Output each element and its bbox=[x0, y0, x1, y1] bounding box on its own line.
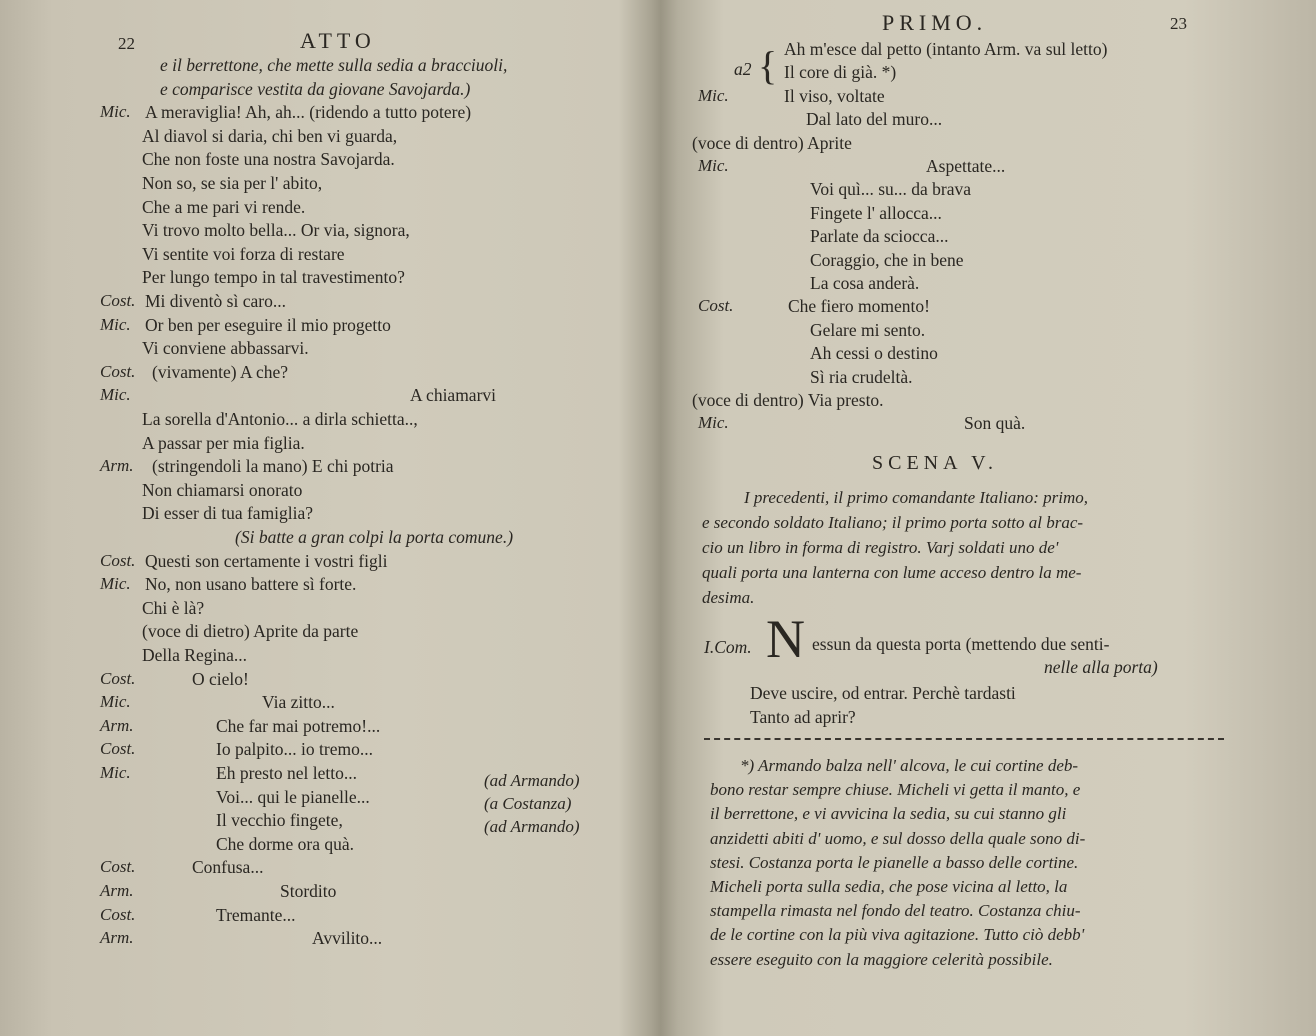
speaker-label: Cost. bbox=[100, 291, 136, 310]
speaker-label: Mic. bbox=[698, 413, 729, 433]
text-line: e comparisce vestita da giovane Savojarda.) bbox=[160, 78, 471, 99]
footnote-line: bono restar sempre chiuse. Micheli vi getta il manto, e bbox=[710, 780, 1081, 800]
text-line: Avvilito... bbox=[312, 928, 383, 949]
stage-direction: (ad Armando) bbox=[484, 817, 580, 836]
text-line: Che dorme ora quà. bbox=[216, 833, 355, 854]
text-line: Chi è là? bbox=[142, 597, 205, 618]
page-number: 22 bbox=[118, 34, 135, 53]
footnote-line: essere eseguito con la maggiore celerità possibile. bbox=[710, 949, 1053, 969]
speaker-label: Cost. bbox=[100, 857, 136, 877]
text-line: Dal lato del muro... bbox=[806, 109, 943, 130]
text-line: A chiamarvi bbox=[410, 385, 497, 406]
scene-description-line: I precedenti, il primo comandante Italiano: primo, bbox=[744, 488, 1089, 507]
text-line: Ah m'esce dal petto (intanto Arm. va sul letto) bbox=[784, 39, 1108, 59]
text-line: Vi trovo molto bella... Or via, signora, bbox=[142, 220, 410, 241]
text-line: La sorella d'Antonio... a dirla schietta.., bbox=[142, 409, 418, 429]
speaker-label: Mic. bbox=[698, 85, 729, 105]
text-line: Che far mai potremo!... bbox=[216, 715, 381, 736]
footnote-line: de le cortine con la più viva agitazione. Tutto ciò debb' bbox=[710, 925, 1085, 945]
speaker-label: Arm. bbox=[100, 928, 134, 948]
scene-description-line: cio un libro in forma di registro. Varj soldati uno de' bbox=[702, 538, 1059, 557]
text-line: Tremante... bbox=[216, 904, 296, 925]
text-line: Che non foste una nostra Savojarda. bbox=[142, 149, 395, 170]
footnote-line: *) Armando balza nell' alcova, le cui cortine deb- bbox=[740, 756, 1079, 775]
left-page bbox=[0, 0, 652, 1036]
footnote-line: Micheli porta sulla sedia, che pose vicina al letto, la bbox=[710, 877, 1068, 896]
speaker-label: Mic. bbox=[100, 574, 131, 594]
text-line: Aspettate... bbox=[926, 156, 1006, 176]
brace-icon: { bbox=[758, 43, 778, 88]
speaker-label: Cost. bbox=[100, 904, 136, 924]
text-line: Non so, se sia per l' abito, bbox=[142, 173, 323, 193]
text-line: e il berrettone, che mette sulla sedia a bracciuoli, bbox=[160, 55, 508, 75]
text-line: Via zitto... bbox=[262, 692, 335, 713]
text-line: (vivamente) A che? bbox=[152, 361, 289, 382]
text-line: Ah cessi o destino bbox=[810, 343, 938, 364]
text-line: Al diavol si daria, chi ben vi guarda, bbox=[142, 125, 398, 146]
text-line: A meraviglia! Ah, ah... (ridendo a tutto potere) bbox=[145, 102, 472, 123]
scene-description-line: desima. bbox=[702, 588, 755, 607]
text-line: No, non usano battere sì forte. bbox=[145, 574, 357, 595]
text-line: Della Regina... bbox=[142, 645, 247, 665]
footnote-line: il berrettone, e vi avvicina la sedia, su cui stanno gli bbox=[710, 804, 1067, 824]
a2-marker: a2 bbox=[734, 59, 752, 79]
scene-description-line: e secondo soldato Italiano; il primo porta sotto al brac- bbox=[702, 513, 1084, 532]
text-line: Io palpito... io tremo... bbox=[216, 739, 373, 760]
text-line: Mi diventò sì caro... bbox=[145, 291, 286, 311]
scene-description-line: quali porta una lanterna con lume acceso dentro la me- bbox=[702, 563, 1082, 582]
text-line: Stordito bbox=[280, 881, 337, 901]
text-line: Per lungo tempo in tal travestimento? bbox=[142, 267, 405, 288]
text-line: Che a me pari vi rende. bbox=[142, 196, 306, 217]
text-line: Voi quì... su... da brava bbox=[810, 179, 972, 200]
speaker-label: Mic. bbox=[100, 314, 131, 334]
text-line: Voi... qui le pianelle... bbox=[216, 786, 370, 807]
dialogue-line: Deve uscire, od entrar. Perchè tardasti bbox=[750, 683, 1016, 703]
text-line: Vi sentite voi forza di restare bbox=[142, 243, 345, 264]
stage-direction: (ad Armando) bbox=[484, 771, 580, 790]
dialogue-line: nelle alla porta) bbox=[1044, 657, 1158, 677]
text-line: Che fiero momento! bbox=[788, 296, 930, 317]
footnote-divider bbox=[704, 738, 1224, 740]
speaker-label: Arm. bbox=[100, 715, 134, 735]
right-page bbox=[664, 0, 1316, 1036]
text-line: Il viso, voltate bbox=[784, 85, 885, 106]
text-line: Sì ria crudeltà. bbox=[810, 366, 913, 387]
running-head: ATTO bbox=[300, 28, 376, 53]
footnote-line: stampella rimasta nel fondo del teatro. Costanza chiu- bbox=[710, 901, 1081, 921]
dialogue-line: Tanto ad aprir? bbox=[750, 707, 856, 727]
speaker-label: Arm. bbox=[100, 881, 134, 900]
text-line: A passar per mia figlia. bbox=[142, 432, 305, 453]
text-line: Questi son certamente i vostri figli bbox=[145, 550, 388, 571]
speaker-label: Arm. bbox=[100, 456, 134, 476]
dialogue-line: essun da questa porta (mettendo due senti- bbox=[812, 634, 1110, 654]
text-line: Il core di già. *) bbox=[784, 62, 897, 83]
text-line: (stringendoli la mano) E chi potria bbox=[152, 456, 394, 477]
text-line: O cielo! bbox=[192, 668, 249, 689]
footnote-line: stesi. Costanza porta le pianelle a basso delle cortine. bbox=[710, 852, 1079, 872]
text-line: Di esser di tua famiglia? bbox=[142, 503, 314, 524]
speaker-label: Mic. bbox=[100, 763, 131, 782]
speaker-label: I.Com. bbox=[704, 637, 752, 657]
footnote-line: anzidetti abiti d' uomo, e sul dosso della quale sono di- bbox=[710, 828, 1086, 848]
stage-direction: (a Costanza) bbox=[484, 794, 572, 813]
running-head: PRIMO. bbox=[882, 10, 988, 35]
text-line: Coraggio, che in bene bbox=[810, 249, 964, 270]
text-line: Eh presto nel letto... bbox=[216, 763, 357, 783]
text-line: Or ben per eseguire il mio progetto bbox=[145, 314, 391, 335]
text-line: Son quà. bbox=[964, 413, 1026, 434]
scene-title: SCENA V. bbox=[872, 452, 998, 474]
text-line: Fingete l' allocca... bbox=[810, 202, 942, 223]
text-line: Non chiamarsi onorato bbox=[142, 479, 303, 500]
speaker-label: Cost. bbox=[100, 739, 136, 759]
text-line: (voce di dentro) Via presto. bbox=[692, 390, 884, 410]
speaker-label: Cost. bbox=[100, 668, 136, 688]
speaker-label: Mic. bbox=[100, 102, 131, 122]
text-line: Vi conviene abbassarvi. bbox=[142, 338, 309, 359]
text-line: Parlate da sciocca... bbox=[810, 226, 949, 247]
text-line: (Si batte a gran colpi la porta comune.) bbox=[235, 527, 514, 547]
text-line: Confusa... bbox=[192, 857, 264, 878]
speaker-label: Mic. bbox=[100, 692, 131, 712]
speaker-label: Cost. bbox=[100, 361, 136, 381]
text-line: (voce di dietro) Aprite da parte bbox=[142, 621, 359, 642]
text-line: Gelare mi sento. bbox=[810, 319, 926, 340]
page-number: 23 bbox=[1170, 14, 1187, 33]
drop-cap: N bbox=[766, 609, 805, 669]
text-line: (voce di dentro) Aprite bbox=[692, 132, 852, 153]
text-line: La cosa anderà. bbox=[810, 273, 920, 293]
speaker-label: Cost. bbox=[698, 296, 734, 316]
speaker-label: Mic. bbox=[698, 156, 729, 175]
speaker-label: Mic. bbox=[100, 385, 131, 405]
speaker-label: Cost. bbox=[100, 550, 136, 570]
text-line: Il vecchio fingete, bbox=[216, 810, 343, 831]
